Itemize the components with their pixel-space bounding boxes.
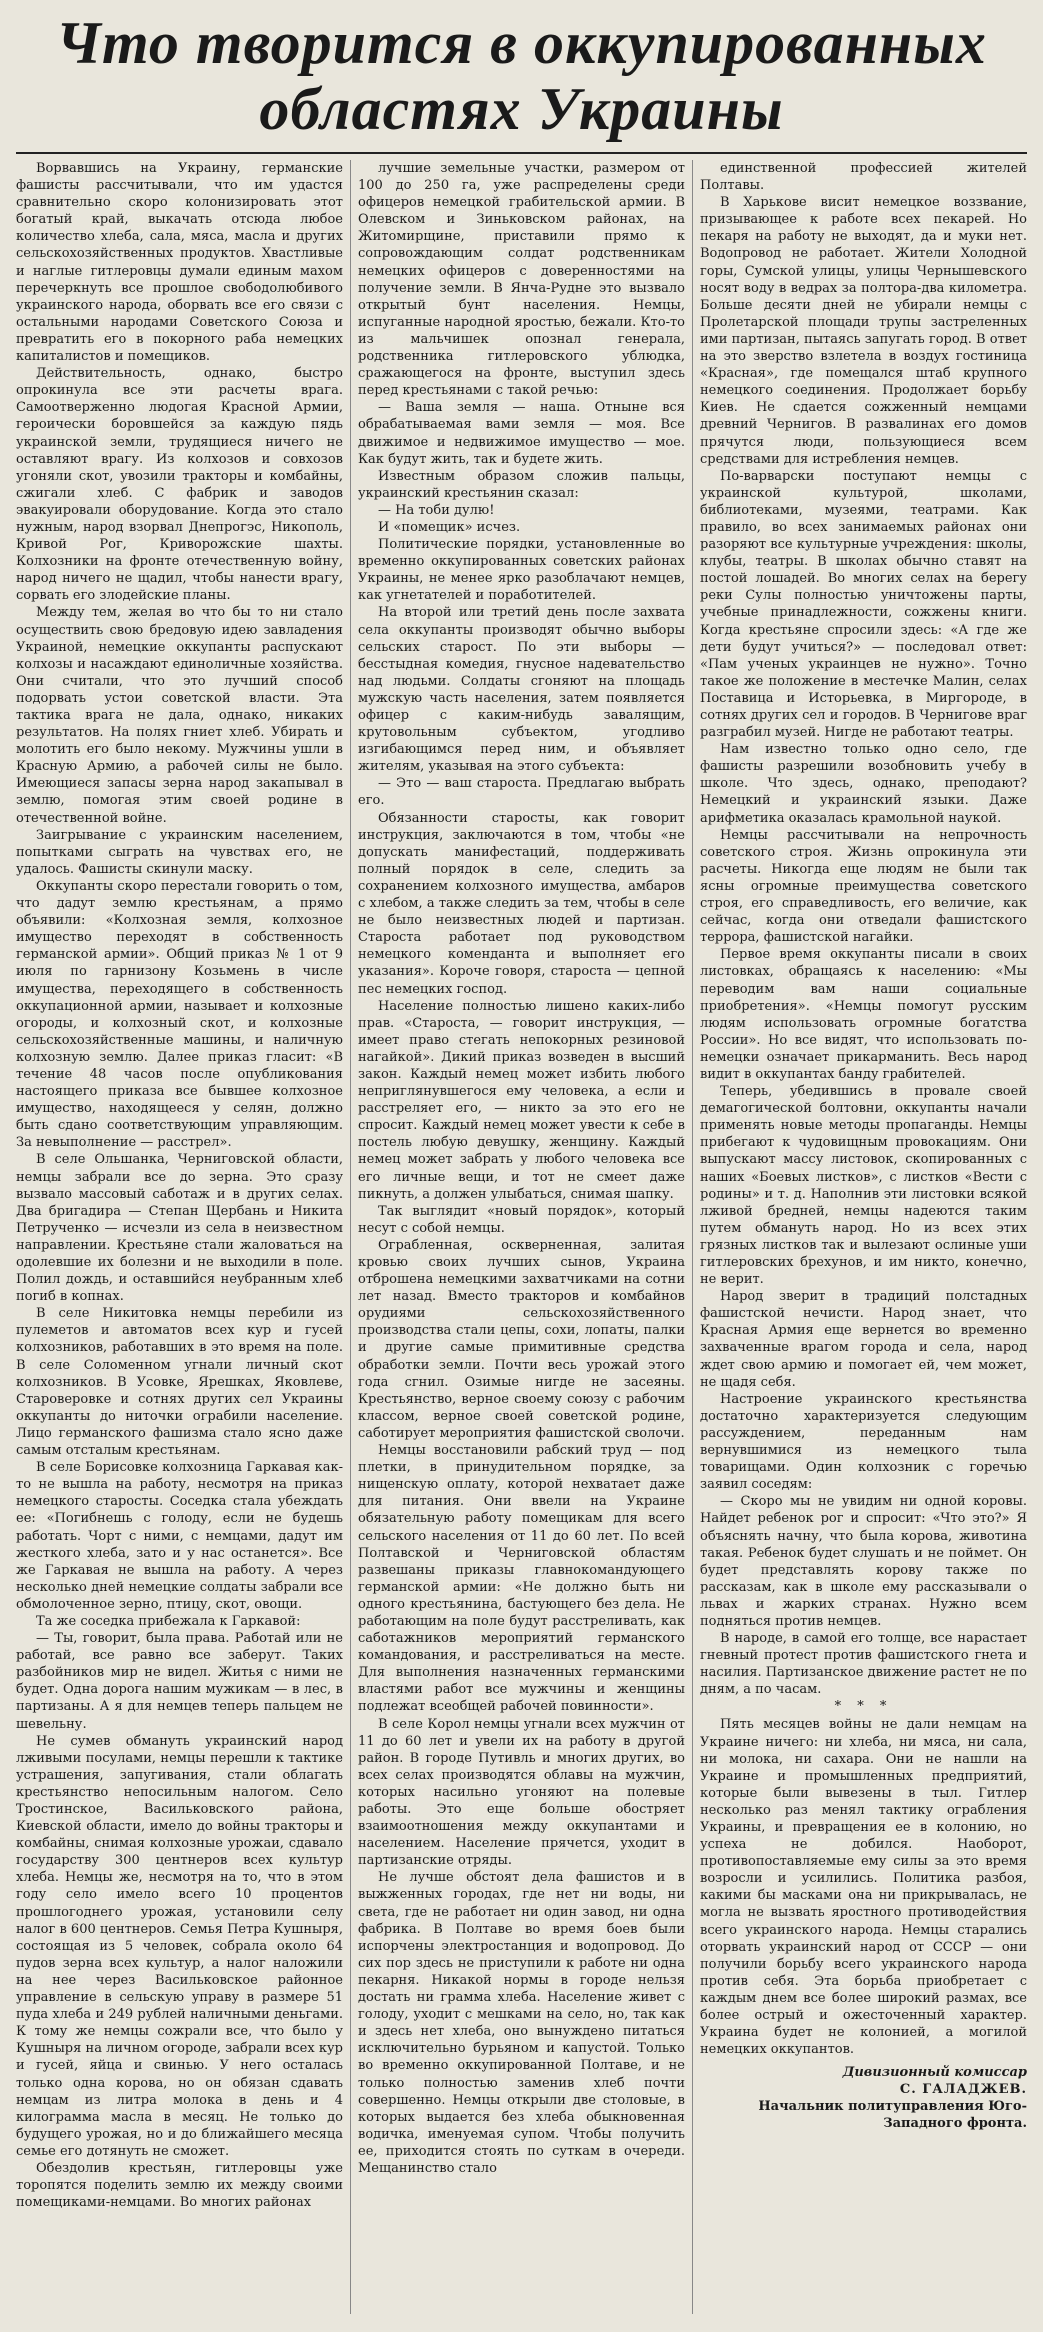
article-paragraph: лучшие земельные участки, размером от 100 до 250 га, уже распределены среди офицеров немецкой грабительской армии. В Олевском и Зиньковском районах, на Житомирщине, приставили прямо к сопровождающим солдат родственникам немецких офицеров с доверенностями на получение земли. В Янча-Рудне это вызвало открытый бунт населения. Немцы, испуганные народной яростью, бежали. Кто-то из мальчишек опознал генерала, родственника гитлеровского ублюдка, сражающегося на фронте, выступил здесь перед крестьянами с такой речью: <box>358 161 685 399</box>
article-paragraph: В селе Ольшанка, Черниговской области, немцы забрали все до зерна. Это сразу вызвало массовый саботаж и в других селах. Два бригадира — Степан Щербань и Никита Петрученко — исчезли из села в неизвестном направлении. Крестьяне стали жаловаться на одолевшие их болезни и не выходили в поле. Полил дождь, и оставшийся неубранным хлеб погиб в копнах. <box>16 1152 343 1305</box>
article-paragraph: На второй или третий день после захвата села оккупанты производят обычно выборы сельских старост. По эти выборы — бесстыдная комедия, гнусное надевательство над людьми. Солдаты сгоняют на площадь мужскую часть населения, затем появляется офицер с каким-нибудь завалящим, крутовольным субъектом, угодливо изгибающимся перед ним, и объявляет жителям, указывая на этого субъекта: <box>358 605 685 775</box>
closing-section <box>700 1716 1027 2058</box>
article-paragraph: Пять месяцев войны не дали немцам на Украине ничего: ни хлеба, ни мяса, ни сала, ни молока, ни сахара. Они не нашли на Украине и промышленных предприятий, которые были вывезены в тыл. Гитлер несколько раз менял тактику ограбления Украины, и превращения ее в колонию, но успеха не добился. Наоборот, противопоставляемые ему силы за это время возросли и усилились. Политика разбоя, какими бы масками она ни прикрывалась, не могла не вызвать яростного противодействия всего украинского народа. Немцы старались оторвать украинский народ от СССР — они получили борьбу всего украинского народа против себя. Эта борьба приобретает с каждым днем все более широкий размах, все более острый и ожесточенный характер. Украина будет не колонией, а могилой немецких оккупантов. <box>700 1717 1027 2058</box>
article-paragraph: — Ты, говорит, была права. Работай или не работай, все равно все заберут. Таких разбойников мир не видел. Житья с ними не будет. Одна дорога нашим мужикам — в лес, в партизаны. А я для немцев теперь пальцем не шевельну. <box>16 1631 343 1732</box>
article-paragraph: Народ зверит в традиций полстадных фашистской нечисти. Народ знает, что Красная Армия еще вернется во временно захваченные врагом города и села, народ ждет свою армию и помогает ей, чем может, не щадя себя. <box>700 1289 1027 1390</box>
article-paragraph: Обездолив крестьян, гитлеровцы уже торопятся поделить землю их между своими помещиками-немцами. Во многих районах <box>16 2160 343 2211</box>
article-paragraph: — Это — ваш староста. Предлагаю выбрать его. <box>358 776 685 809</box>
article-paragraph: Оккупанты скоро перестали говорить о том, что дадут землю крестьянам, а прямо объявили: «Колхозная земля, колхозное имущество переходят в собственность германской армии». Общий приказ № 1 от 9 июля по гарнизону Козьмень в числе имущества, переходящего в собственность оккупационной армии, называет и колхозные огороды, и колхозный скот, и колхозные сельскохозяйственные машины, и наличную колхозную землю. Далее приказ гласит: «В течение 48 часов после опубликования настоящего приказа все бывшее колхозное имущество, находящееся у селян, должно быть сдано соответствующим управляющим. За невыполнение — расстрел». <box>16 878 343 1151</box>
article-paragraph: Известным образом сложив пальцы, украинский крестьянин сказал: <box>358 468 685 501</box>
article-paragraph: Политические порядки, установленные во временно оккупированных советских районах Украины, не менее ярко разоблачают немцев, как угнетателей и поработителей. <box>358 537 685 604</box>
article-paragraph: В народе, в самой его толще, все нарастает гневный протест против фашистского гнета и насилия. Партизанское движение растет не по дням, а по часам. <box>700 1631 1027 1698</box>
article-paragraph: — На тоби дулю! <box>378 502 495 518</box>
article-paragraph: В селе Никитовка немцы перебили из пулеметов и автоматов всех кур и гусей колхозников, работавших в это время на поле. В селе Соломенном угнали личный скот колхозников. В Усовке, Ярешках, Яковлеве, Староверовке и сотнях других сел Украины оккупанты до ниточки ограбили население. Лицо германского фашизма стало ясно даже самым отсталым крестьянам. <box>16 1306 343 1459</box>
article-paragraph: Обязанности старосты, как говорит инструкция, заключаются в том, чтобы «не допускать манифестаций, поддерживать полный порядок в селе, следить за сохранением колхозного имущества, амбаров с хлебом, а также следить за тем, чтобы в селе не было неизвестных людей и партизан. Староста работает под руководством немецкого коменданта и выполняет его указания». Короче говоря, староста — цепной пес немецких господ. <box>358 810 685 997</box>
article-paragraph: В Харькове висит немецкое воззвание, призывающее к работе всех пекарей. Но пекаря на работу не выходят, да и муки нет. Водопровод не работает. Жители Холодной горы, Сумской улицы, улицы Чернышевского носят воду в ведрах за полтора-два километра. Больше десяти дней не убирали немцы с Пролетарской площади трупы застреленных ими партизан, пытаясь запугать город. В ответ на это зверство взлетела в воздух гостиница «Красная», где помещался штаб крупного немецкого соединения. Продолжает борьбу Киев. Не сдается сожженный немцами древний Чернигов. В развалинах его домов прячутся люди, пользующиеся всем средствами для истребления немцев. <box>700 195 1027 467</box>
article-columns <box>16 152 1027 2314</box>
article-paragraph: Та же соседка прибежала к Гаркавой: <box>36 1613 301 1629</box>
article-paragraph: Действительность, однако, быстро опрокинула все эти расчеты врага. Самоотверженно людогая Красной Армии, героически боровшейся за каждую пядь украинской земли, трудящиеся ничего не оставляют врагу. Из колхозов и совхозов угоняли скот, увозили тракторы и комбайны, сжигали хлеб. С фабрик и заводов эвакуировали оборудование. Когда это стало нужным, народ взорвал Днепрогэс, Никополь, Кривой Рог, Криворожские шахты. Колхозники на фронте отечественную войну, народ ничего не щадил, чтобы нанести врагу, сорвать его злодейские планы. <box>16 366 343 604</box>
section-separator-stars: * * * <box>834 1699 893 1715</box>
article-paragraph: — Скоро мы не увидим ни одной коровы. Найдет ребенок рог и спросит: «Что это?» Я объяснять начну, что была корова, животина такая. Ребенок будет слушать и не поймет. Он будет представлять корову также по рассказам, как в школе ему рассказывали о львах и жарких странах. Нужно всем подняться против немцев. <box>700 1494 1027 1629</box>
article-paragraph: — Ваша земля — наша. Отныне вся обрабатываемая вами земля — моя. Все движимое и недвижимое имущество — мое. Как будут жить, так и будете жить. <box>358 400 685 467</box>
article-paragraph: В селе Корол немцы угнали всех мужчин от 11 до 60 лет и увели их на работу в другой район. В городе Путивль и многих других, во всех селах производятся облавы на мужчин, которых насильно угоняют на полевые работы. Это еще больше обостряет взаимоотношения между оккупантами и населением. Население прячется, уходит в партизанские отряды. <box>358 1716 685 1869</box>
article-paragraph: Немцы рассчитывали на непрочность советского строя. Жизнь опрокинула эти расчеты. Никогда еще людям не были так ясны огромные преимущества советского строя, его справедливость, его величие, как сейчас, когда они отведали фашистского террора, фашистской нагайки. <box>700 827 1027 946</box>
article-paragraph: Настроение украинского крестьянства достаточно характеризуется следующим рассуждением, переданным нам вернувшимися из немецкого тыла товарищами. Один колхозник с горечью заявил соседям: <box>700 1391 1027 1493</box>
article-column-2 <box>350 160 692 2314</box>
signature-name: С. ГАЛАДЖЕВ. <box>899 2082 1027 2098</box>
article-paragraph: Не лучше обстоят дела фашистов и в выжженных городах, где нет ни воды, ни света, где не работает ни один завод, ни одна фабрика. В Полтаве во время боев были испорчены электростанция и водопровод. До сих пор здесь не приступили к работе ни одна пекарня. Никакой нормы в городе нельзя достать ни грамма хлеба. Население живет с голоду, уходит с мешками на село, но, так как и здесь нет хлеба, оно вынуждено питаться исключительно бурьяном и капустой. Только во временно оккупированной Полтаве, и не только полностью заменив хлеб почти совершенно. Немцы открыли две столовые, в которых выдается без хлеба обыкновенная водичка, именуемая супом. Чтобы получить ее, приходится стоять по суткам в очереди. Мещанинство стало <box>358 1870 685 2176</box>
article-paragraph: Так выглядит «новый порядок», который несут с собой немцы. <box>358 1203 685 1236</box>
headline-line-1: Что творится в оккупированных <box>56 10 987 76</box>
article-paragraph: В селе Борисовке колхозница Гаркавая как-то не вышла на работу, несмотря на приказ немецкого старосты. Соседка стала убеждать ее: «Погибнешь с голоду, если не будешь работать. Чорт с ними, с немцами, дадут им жесткого хлеба, зато и у нас останется». Все же Гаркавая не вышла на работу. А через несколько дней немецкие солдаты забрали все обмолоченное зерно, птицу, скот, овощи. <box>16 1460 343 1612</box>
article-paragraph: Не сумев обмануть украинский народ лживыми посулами, немцы перешли к тактике устрашения, запугивания, стали облагать крестьянство непосильным налогом. Село Тростинское, Васильковского района, Киевской области, имело до войны тракторы и комбайны, снимая колхозные урожаи, сдавало государству 300 центнеров всех культур хлеба. Немцы же, несмотря на то, что в этом году село имело всего 10 процентов прошлогоднего урожая, установили селу налог в 600 центнеров. Семья Петра Кушныря, состоящая из 5 человек, собрала около 64 пудов зерна всех культур, а налог наложили на нее через Васильковское районное управление в сельскую управу в размере 51 пуда хлеба и 249 рублей наличными деньгами. К тому же немцы сожрали все, что было у Кушныря на личном огороде, забрали всех кур и гусей, яйца и свинью. У него осталась только одна корова, но он обязан сдавать немцам из литра молока в день и 4 килограмма масла в месяц. Не только до будущего урожая, но и до ближайшего месяца семье его дотянуть не сможет. <box>16 1733 343 2159</box>
article-column-1 <box>16 160 350 2314</box>
article-paragraph: По-варварски поступают немцы с украинской культурой, школами, библиотеками, музеями, театрами. Как правило, во всех занимаемых районах они разоряют все культурные учреждения: школы, клубы, театры. В школах обычно ставят на постой лошадей. Во многих селах на берегу реки Сулы полностью уничтожены парты, учебные принадлежности, сожжены книги. Когда крестьяне спросили здесь: «А где же дети будут учиться?» — последовал ответ: «Пам ученых украинцев не нужно». Точно такое же положение в местечке Малин, селах Поставица и Исторьевка, в Миргороде, в сотнях других сел и городов. В Чернигове враг разграбил музей. Нигде не работают театры. <box>700 468 1027 741</box>
headline <box>16 10 1027 142</box>
article-paragraph: Нам известно только одно село, где фашисты разрешили возобновить учебу в школе. Что здесь, однако, преподают? Немецкий и украинский языки. Даже арифметика оказалась крамольной наукой. <box>700 742 1027 826</box>
signature-block <box>700 2064 1027 2132</box>
headline-line-2: областях Украины <box>259 76 784 142</box>
article-paragraph: Население полностью лишено каких-либо прав. «Староста, — говорит инструкция, — имеет право стегать непокорных резиновой нагайкой». Дикий приказ возведен в высший закон. Каждый немец может избить любого неприглянувшегося ему человека, а если и расстреляет его, — никто за это его не спросит. Каждый немец может увести к себе в постель любую девушку, женщину. Каждый немец может забрать у любого человека все его личные вещи, и тот не смеет даже пикнуть, а должен улыбаться, снимая шапку. <box>358 998 685 1202</box>
article-paragraph: Ворвавшись на Украину, германские фашисты рассчитывали, что им удастся сравнительно скоро колонизировать этот богатый край, выкачать отсюда любое количество хлеба, сала, мяса, масла и других сельскохозяйственных продуктов. Хвастливые и наглые гитлеровцы думали единым махом перечеркнуть все прошлое свободолюбивого украинского народа, оборвать все его связи с остальными народами Советского Союза и превратить его в покорного раба немецких капиталистов и помещиков. <box>16 161 343 365</box>
article-paragraph: Первое время оккупанты писали в своих листовках, обращаясь к населению: «Мы переводим вам наши социальные приобретения». «Немцы помогут русским людям использовать огромные богатства России». Но все видят, что использовать по-немецки означает прикарманить. Весь народ видит в оккупантах банду грабителей. <box>700 947 1027 1082</box>
article-paragraph: Заигрывание с украинским населением, попытками сыграть на чувствах его, не удалось. Фашисты скинули маску. <box>16 827 343 877</box>
article-paragraph: И «помещик» исчез. <box>378 519 521 535</box>
signature-position: Начальник политуправления Юго-Западного фронта. <box>758 2099 1027 2132</box>
article-paragraph: Немцы восстановили рабский труд — под плетки, в принудительном порядке, за нищенскую оплату, которой нехватает даже для питания. Они ввели на Украине обязательную работу помещикам для всего сельского населения от 11 до 60 лет. По всей Полтавской и Черниговской областям развешаны приказы главнокомандующего германской армии: «Не должно быть ни одного крестьянина, бастующего без дела. Не работающим на поле будут расстреливать, как саботажников мероприятий германского командования, и расстреливаться на месте. Для выполнения назначенных германскими властями работ все мужчины и женщины подлежат всеобщей рабочей повинности». <box>358 1443 685 1715</box>
article-paragraph: Ограбленная, оскверненная, залитая кровью своих лучших сынов, Украина отброшена немецкими захватчиками на сотни лет назад. Вместо тракторов и комбайнов орудиями сельскохозяйственного производства стали цепы, сохи, лопаты, палки и другие самые примитивные средства обработки земли. Почти весь урожай этого года сгнил. Озимые нигде не засеяны. Крестьянство, верное своему союзу с рабочим классом, верное своей советской родине, саботирует мероприятия фашистской сволочи. <box>358 1237 685 1441</box>
article-column-3 <box>692 160 1027 2314</box>
article-paragraph: Между тем, желая во что бы то ни стало осуществить свою бредовую идею завладения Украиной, немецкие оккупанты распускают колхозы и насаждают единоличные хозяйства. Они считали, что это лучший способ подорвать устои советской власти. Эта тактика врага не дала, однако, никаких результатов. На полях гниет хлеб. Убирать и молотить его было некому. Мужчины ушли в Красную Армию, а рабочей силы не было. Имеющиеся запасы зерна народ закапывал в землю, помогая этим своей родине в отечественной войне. <box>16 605 343 826</box>
article-paragraph: единственной профессией жителей Полтавы. <box>700 161 1027 194</box>
article-paragraph: Теперь, убедившись в провале своей демагогической болтовни, оккупанты начали применять новые методы пропаганды. Немцы прибегают к чудовищным провокациям. Они выпускают массу листовок, скопированных с наших «Боевых листков», с листков «Вести с родины» и т. д. Наполнив эти листовки всякой лживой бредней, немцы надеются таким путем обмануть народ. Но из всех этих грязных листков так и вылезают ослиные уши гитлеровских брехунов, и им никто, конечно, не верит. <box>700 1084 1027 1288</box>
signature-role: Дивизионный комиссар <box>842 2065 1027 2081</box>
article-column-3-body <box>700 160 1027 1698</box>
